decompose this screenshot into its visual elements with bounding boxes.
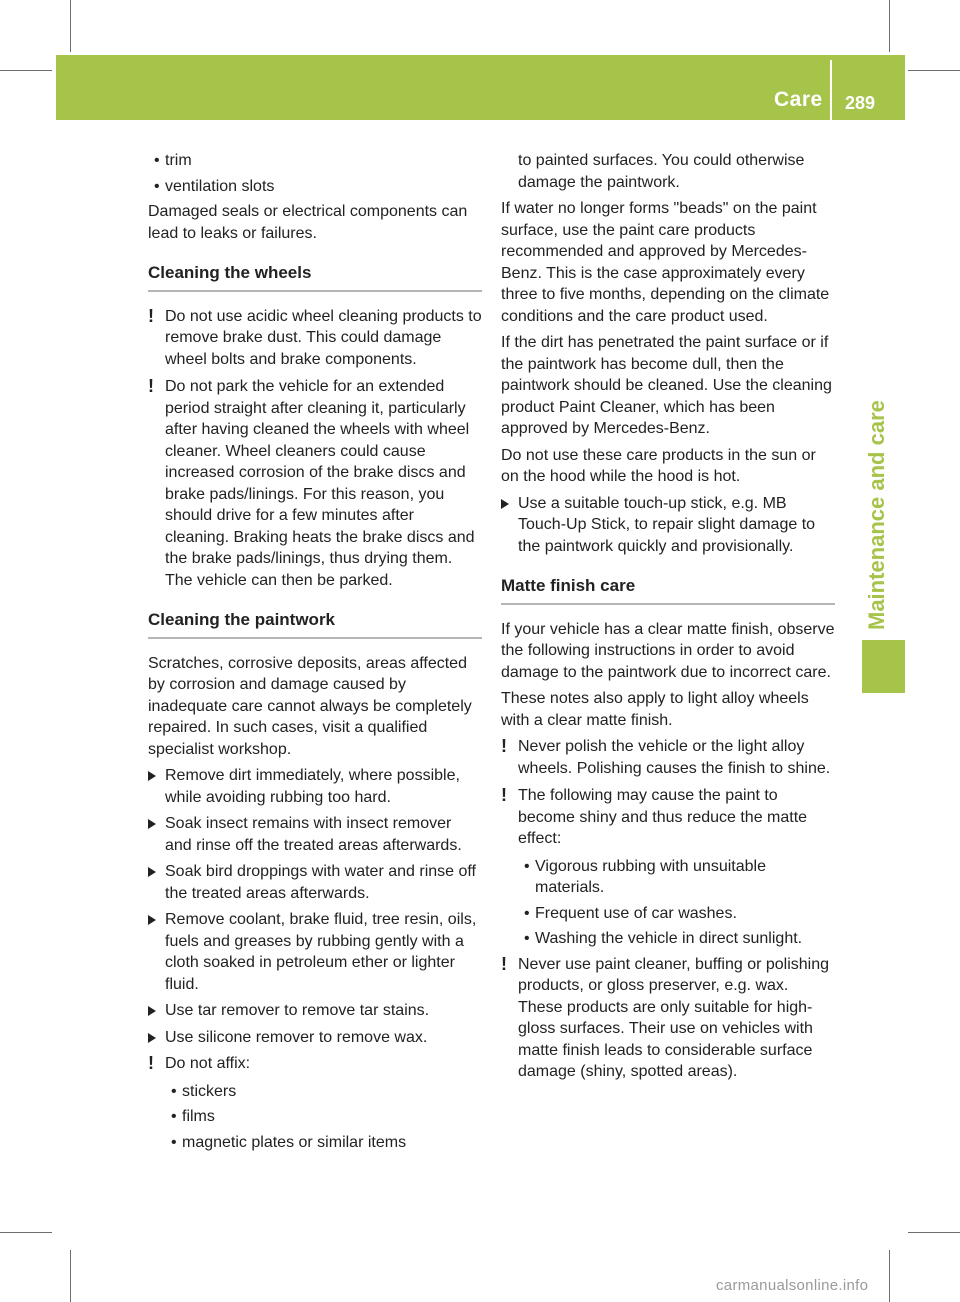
instruction-step: Soak bird droppings with water and rinse off the treated areas afterwards. bbox=[148, 861, 482, 904]
crop-mark bbox=[889, 1250, 890, 1302]
page-number: 289 bbox=[845, 93, 876, 113]
bullet-icon: • bbox=[171, 1082, 177, 1100]
paragraph: If the dirt has penetrated the paint surface or if the paintwork has become dull, then the paintwork should be cleaned. Use the cleaning product Paint Cleaner, which has been approved by Mercedes-Benz. bbox=[501, 334, 832, 437]
paragraph: Damaged seals or electrical components can lead to leaks or failures. bbox=[148, 203, 468, 242]
step-arrow-icon bbox=[148, 1006, 156, 1016]
step-arrow-icon bbox=[148, 867, 156, 877]
warning-note: ! Do not affix: bbox=[148, 1053, 251, 1073]
crop-mark bbox=[889, 0, 890, 52]
list-item: • Frequent use of car washes. bbox=[518, 903, 835, 925]
instruction-step: Use silicone remover to remove wax. bbox=[148, 1027, 482, 1049]
crop-mark bbox=[908, 1232, 960, 1233]
section-heading: Matte finish care bbox=[501, 575, 835, 605]
section-heading: Cleaning the paintwork bbox=[148, 609, 482, 639]
list-item: • films bbox=[165, 1106, 482, 1128]
crop-mark bbox=[70, 1250, 71, 1302]
header-title: Care bbox=[774, 88, 823, 111]
warning-note: ! Do not park the vehicle for an extended period straight after cleaning it, particularly after having cleaned the wheels with wheel cleaner. Wheel cleaners could cause increased corrosion of the brake discs and brake pads/linings. For this reason, you should drive for a few minutes after cleaning. Braking heats the brake discs and the brake pads/linings, thus drying them. The vehicle can then be parked. bbox=[148, 376, 475, 589]
instruction-step: Use a suitable touch-up stick, e.g. MB Touch-Up Stick, to repair slight damage to the paintwork quickly and provisionally. bbox=[501, 493, 835, 558]
step-arrow-icon bbox=[148, 915, 156, 925]
instruction-step: Soak insect remains with insect remover and rinse off the treated areas afterwards. bbox=[148, 813, 482, 856]
instruction-step: Use tar remover to remove tar stains. bbox=[148, 1000, 482, 1022]
paragraph: If your vehicle has a clear matte finish, observe the following instructions in order to avoid damage to the paintwork due to incorrect care. bbox=[501, 620, 835, 681]
watermark: carmanualsonline.info bbox=[716, 1277, 869, 1294]
bullet-icon: • bbox=[154, 152, 160, 169]
side-tab-marker bbox=[862, 640, 905, 693]
list-item: • magnetic plates or similar items bbox=[165, 1132, 482, 1154]
warning-note: ! Do not use acidic wheel cleaning products to remove brake dust. This could damage wheel bolts and brake components. bbox=[148, 305, 482, 368]
paragraph: If water no longer forms "beads" on the paint surface, use the paint care products recommended and approved by Mercedes-Benz. This is the case approximately every three to five months, depending on the climate conditions and the care product used. bbox=[501, 200, 830, 325]
warning-icon: ! bbox=[501, 785, 507, 805]
warning-note: ! Never use paint cleaner, buffing or polishing products, or gloss preserver, e.g. wax. These products are only suitable for high-gloss surfaces. Their use on vehicles with matte finish leads to considerable surface damage (shiny, spotted areas). bbox=[501, 953, 830, 1080]
paragraph: These notes also apply to light alloy wheels with a clear matte finish. bbox=[501, 690, 809, 729]
right-column bbox=[501, 150, 835, 1089]
bullet-icon: • bbox=[171, 1108, 177, 1125]
list-item: • trim bbox=[148, 150, 482, 172]
step-arrow-icon bbox=[501, 499, 509, 509]
warning-icon: ! bbox=[501, 736, 507, 756]
warning-note: ! Never polish the vehicle or the light alloy wheels. Polishing causes the finish to shine. bbox=[501, 736, 831, 777]
warning-icon: ! bbox=[501, 953, 507, 974]
bullet-icon: • bbox=[524, 930, 530, 947]
list-item: • stickers bbox=[165, 1081, 482, 1103]
warning-icon: ! bbox=[148, 1053, 154, 1073]
step-arrow-icon bbox=[148, 819, 156, 829]
bullet-icon: • bbox=[154, 177, 160, 195]
crop-mark bbox=[70, 0, 71, 52]
crop-mark bbox=[0, 1232, 52, 1233]
paragraph: to painted surfaces. You could otherwise damage the paintwork. bbox=[518, 152, 805, 191]
step-arrow-icon bbox=[148, 1033, 156, 1043]
paragraph: Scratches, corrosive deposits, areas affected by corrosion and damage caused by inadequate care cannot always be completely repaired. In such cases, visit a qualified specialist workshop. bbox=[148, 654, 472, 758]
crop-mark bbox=[0, 70, 52, 71]
instruction-step: Remove dirt immediately, where possible, while avoiding rubbing too hard. bbox=[148, 765, 482, 808]
side-tab-label: Maintenance and care bbox=[864, 400, 889, 630]
warning-note: ! The following may cause the paint to become shiny and thus reduce the matte effect: bbox=[501, 785, 808, 847]
paragraph: Do not use these care products in the sun or on the hood while the hood is hot. bbox=[501, 446, 816, 485]
warning-icon: ! bbox=[148, 305, 154, 326]
bullet-icon: • bbox=[524, 857, 530, 875]
list-item: • Washing the vehicle in direct sunlight. bbox=[518, 928, 835, 950]
instruction-step: Remove coolant, brake fluid, tree resin, oils, fuels and greases by rubbing gently with a cloth soaked in petroleum ether or lighter fluid. bbox=[148, 909, 482, 995]
crop-mark bbox=[908, 70, 960, 71]
header-separator bbox=[830, 60, 832, 120]
list-item: • Vigorous rubbing with unsuitable materials. bbox=[524, 857, 766, 896]
bullet-icon: • bbox=[524, 904, 530, 922]
step-arrow-icon bbox=[148, 771, 156, 781]
bullet-icon: • bbox=[171, 1133, 177, 1151]
section-heading: Cleaning the wheels bbox=[148, 262, 482, 292]
list-item: • ventilation slots bbox=[148, 176, 482, 198]
left-column bbox=[148, 150, 482, 1157]
warning-icon: ! bbox=[148, 376, 154, 396]
